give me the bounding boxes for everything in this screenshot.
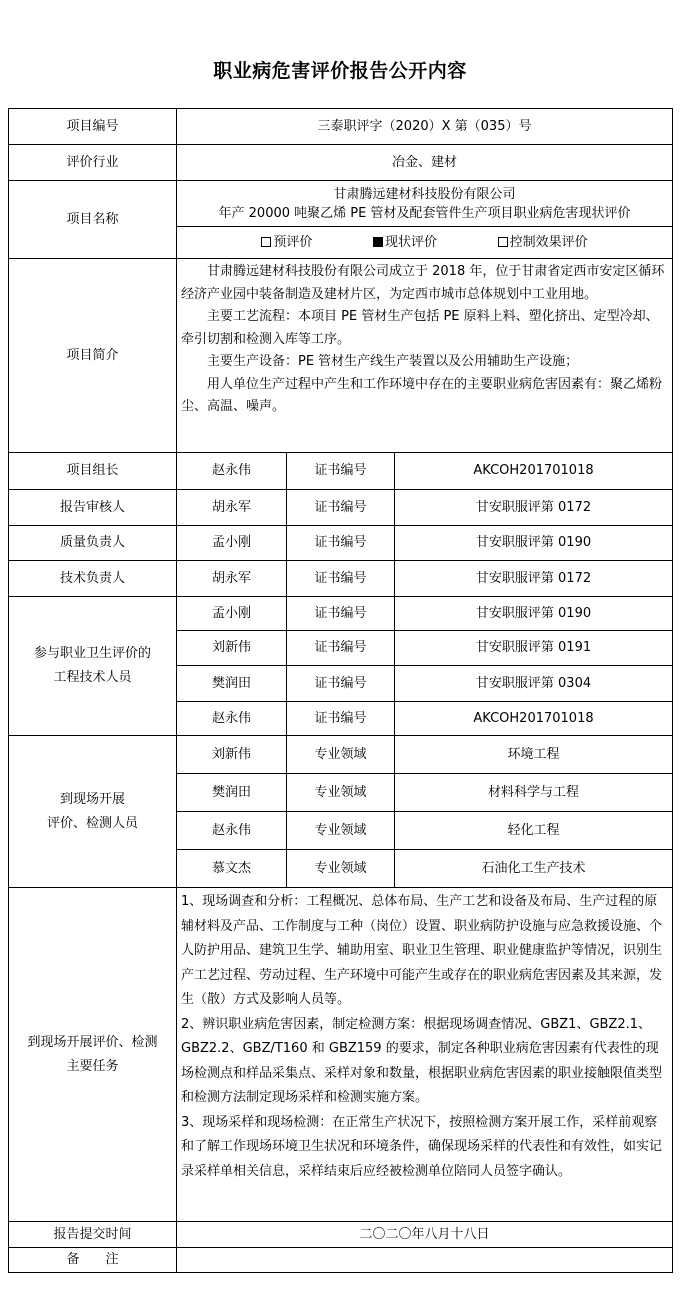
option-status-eval-label: 现状评价	[384, 234, 437, 250]
onsite-value: 环境工程	[395, 736, 673, 774]
filled-checkbox-icon	[373, 237, 383, 247]
project-name-line2: 年产 20000 吨聚乙烯 PE 管材及配套管件生产项目职业病危害现状评价	[218, 205, 631, 221]
onsite-field: 专业领域	[287, 774, 395, 812]
industry-label: 评价行业	[9, 145, 177, 181]
onsite-field: 专业领域	[287, 812, 395, 850]
submit-time-value: 二〇二〇年八月十八日	[177, 1222, 673, 1248]
row-industry	[9, 145, 673, 181]
row-onsite	[9, 736, 673, 774]
summary-paragraph: 主要工艺流程：本项目 PE 管材生产包括 PE 原料上料、塑化挤出、定型冷却、牵引切割和检测入库等工序。	[181, 309, 659, 347]
reviewer-value: 甘安职服评第 0172	[395, 490, 673, 526]
leader-role: 项目组长	[9, 453, 177, 490]
option-control-eval	[498, 234, 588, 252]
participant-value: 甘安职服评第 0191	[395, 631, 673, 666]
tech-name: 胡永军	[177, 561, 287, 597]
row-tech	[9, 561, 673, 597]
reviewer-role: 报告审核人	[9, 490, 177, 526]
tasks-label-line1: 到现场开展评价、检测	[27, 1034, 158, 1050]
participant-field: 证书编号	[287, 597, 395, 631]
quality-field: 证书编号	[287, 526, 395, 561]
onsite-value: 石油化工生产技术	[395, 850, 673, 888]
participant-field: 证书编号	[287, 631, 395, 666]
tasks-label	[9, 888, 177, 1222]
leader-value: AKCOH201701018	[395, 453, 673, 490]
remarks-label: 备 注	[9, 1248, 177, 1273]
leader-name: 赵永伟	[177, 453, 287, 490]
row-tasks	[9, 888, 673, 1222]
participants-label-line2: 工程技术人员	[53, 670, 132, 685]
industry-value: 冶金、建材	[177, 145, 673, 181]
project-no-value: 三泰职评字（2020）X 第（035）号	[177, 109, 673, 145]
row-submit-time	[9, 1222, 673, 1248]
summary-paragraph: 甘肃腾远建材科技股份有限公司成立于 2018 年，位于甘肃省定西市安定区循环经济产业园中装备制造及建材片区，为定西市城市总体规划中工业用地。	[181, 264, 665, 302]
participant-field: 证书编号	[287, 666, 395, 702]
tasks-content	[177, 888, 673, 1222]
task-item: 2、辨识职业病危害因素，制定检测方案：根据现场调查情况、GBZ1、GBZ2.1、GBZ2.2、GBZ/T160 和 GBZ159 的要求，制定各种职业病危害因素有代表性的现场检测点和样品采集点、采样对象和数量，根据职业病危害因素的职业接触限值类型和检测方法制定现场采样和检测实施方案。	[181, 1016, 663, 1105]
row-project-name	[9, 181, 673, 227]
onsite-name: 慕文杰	[177, 850, 287, 888]
tech-field: 证书编号	[287, 561, 395, 597]
tech-role: 技术负责人	[9, 561, 177, 597]
tasks-label-line2: 主要任务	[66, 1058, 119, 1074]
participant-value: 甘安职服评第 0304	[395, 666, 673, 702]
participant-value: 甘安职服评第 0190	[395, 597, 673, 631]
empty-checkbox-icon	[498, 237, 508, 247]
onsite-name: 赵永伟	[177, 812, 287, 850]
row-remarks	[9, 1248, 673, 1273]
row-participant	[9, 597, 673, 631]
participant-value: AKCOH201701018	[395, 702, 673, 736]
submit-time-label: 报告提交时间	[9, 1222, 177, 1248]
report-table	[8, 108, 673, 1273]
participant-name: 赵永伟	[177, 702, 287, 736]
summary-paragraph: 用人单位生产过程中产生和工作环境中存在的主要职业病危害因素有：聚乙烯粉尘、高温、噪声。	[181, 376, 663, 414]
leader-field: 证书编号	[287, 453, 395, 490]
quality-name: 孟小刚	[177, 526, 287, 561]
participant-name: 孟小刚	[177, 597, 287, 631]
participants-label-line1: 参与职业卫生评价的	[33, 646, 151, 661]
remarks-value	[177, 1248, 673, 1273]
option-pre-eval-label: 预评价	[273, 234, 313, 250]
page-title: 职业病危害评价报告公开内容	[213, 60, 467, 82]
project-name-line1: 甘肃腾远建材科技股份有限公司	[333, 186, 516, 202]
option-pre-eval	[261, 234, 312, 252]
task-item: 1、现场调查和分析：工程概况、总体布局、生产工艺和设备及布局、生产过程的原辅材料及产品、工作制度与工种（岗位）设置、职业病防护设施与应急救援设施、个人防护用品、建筑卫生学、辅助用室、职业卫生管理、职业健康监护等情况，识别生产工艺过程、劳动过程、生产环境中可能产生或存在的职业病危害因素及其来源，发生（散）方式及影响人员等。	[181, 894, 663, 1007]
quality-role: 质量负责人	[9, 526, 177, 561]
onsite-label	[9, 736, 177, 888]
task-item: 3、现场采样和现场检测：在正常生产状况下，按照检测方案开展工作，采样前观察和了解工作现场环境卫生状况和环境条件，确保现场采样的代表性和有效性，如实记录采样单相关信息，采样结束后应经被检测单位陪同人员签字确认。	[181, 1114, 663, 1179]
onsite-value: 材料科学与工程	[395, 774, 673, 812]
reviewer-name: 胡永军	[177, 490, 287, 526]
onsite-name: 樊润田	[177, 774, 287, 812]
tech-value: 甘安职服评第 0172	[395, 561, 673, 597]
participants-label	[9, 597, 177, 736]
onsite-value: 轻化工程	[395, 812, 673, 850]
quality-value: 甘安职服评第 0190	[395, 526, 673, 561]
option-control-eval-label: 控制效果评价	[509, 234, 588, 250]
participant-name: 樊润田	[177, 666, 287, 702]
participant-field: 证书编号	[287, 702, 395, 736]
row-leader	[9, 453, 673, 490]
project-no-label: 项目编号	[9, 109, 177, 145]
participant-name: 刘新伟	[177, 631, 287, 666]
row-project-no	[9, 109, 673, 145]
onsite-name: 刘新伟	[177, 736, 287, 774]
project-name-value	[177, 181, 673, 227]
option-status-eval	[373, 234, 437, 252]
onsite-field: 专业领域	[287, 736, 395, 774]
eval-type-options	[177, 227, 673, 259]
reviewer-field: 证书编号	[287, 490, 395, 526]
summary-content	[177, 259, 673, 453]
row-reviewer	[9, 490, 673, 526]
row-summary	[9, 259, 673, 453]
onsite-field: 专业领域	[287, 850, 395, 888]
onsite-label-line1: 到现场开展	[59, 791, 125, 807]
project-name-label: 项目名称	[9, 181, 177, 259]
summary-paragraph: 主要生产设备：PE 管材生产线生产装置以及公用辅助生产设施；	[207, 354, 579, 369]
summary-label: 项目简介	[9, 259, 177, 453]
row-quality	[9, 526, 673, 561]
onsite-label-line2: 评价、检测人员	[46, 815, 138, 831]
empty-checkbox-icon	[261, 237, 271, 247]
